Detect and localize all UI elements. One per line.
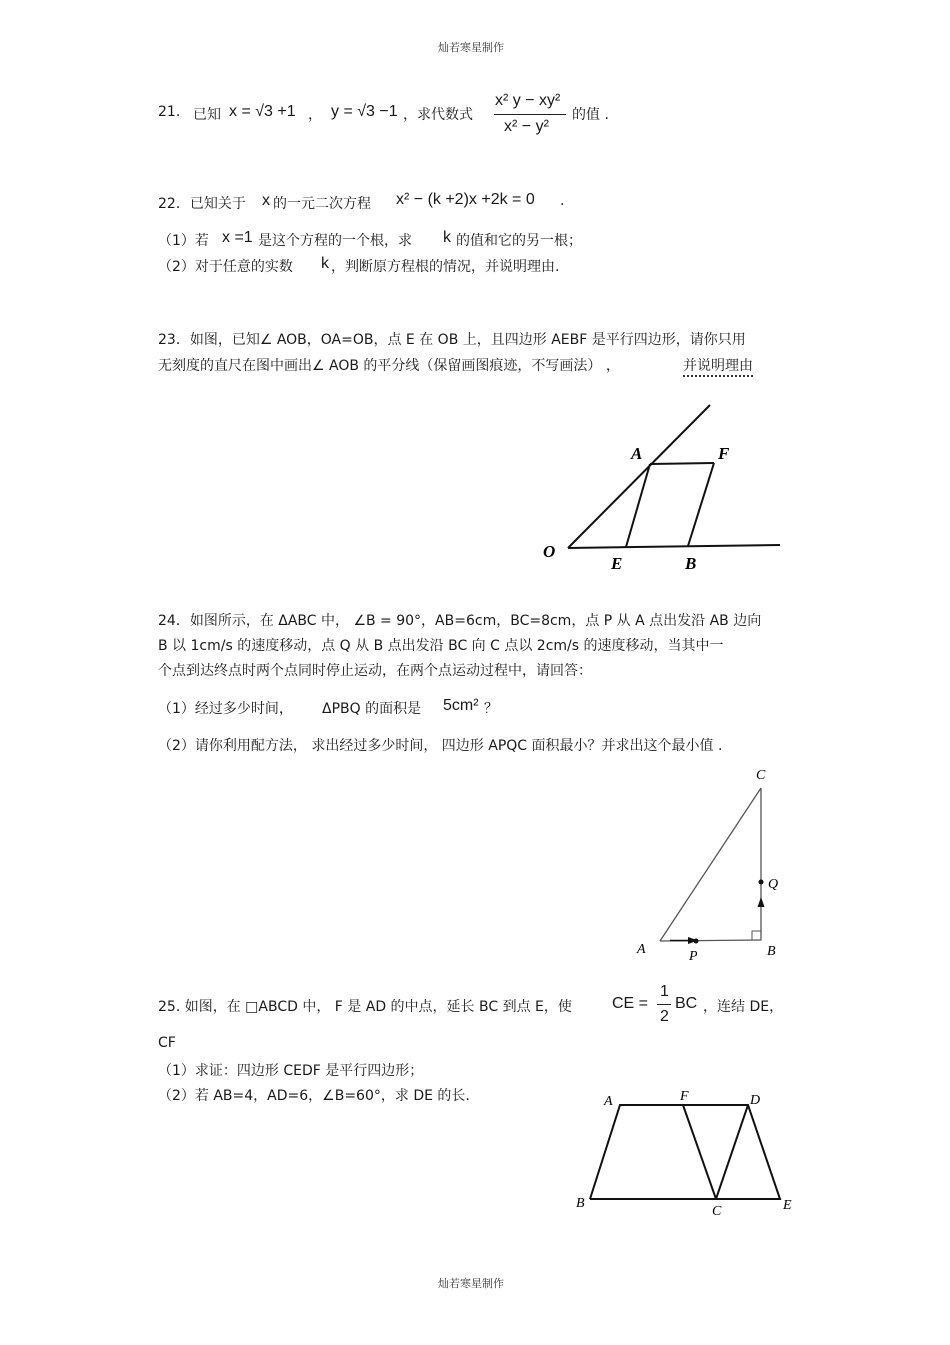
q21-denominator: x² − y²: [504, 118, 549, 135]
label-a: A: [631, 444, 643, 463]
q21-numerator: x² y − xy²: [495, 92, 561, 109]
q24-part2: （2）请你利用配方法， 求出经过多少时间， 四边形 APQC 面积最小？并求出这个最小值 .: [158, 738, 723, 754]
q21-x-expression: x = √3 +1: [229, 103, 296, 120]
label-p: P: [689, 949, 698, 964]
label-c: C: [756, 768, 766, 783]
point-p: [694, 939, 699, 944]
right-angle-mark: [752, 931, 761, 940]
segment-fc: [683, 1105, 716, 1199]
page-header: 灿若寒星制作: [438, 41, 504, 54]
q22-part1-k: k: [443, 229, 451, 246]
q22-equation: x² − (k +2)x +2k = 0: [396, 191, 535, 208]
q25-line1-a: 25. 如图，在 □ABCD 中， F 是 AD 的中点，延长 BC 到点 E，使: [158, 999, 572, 1015]
label-e: E: [783, 1198, 792, 1213]
segment-fb: [688, 463, 714, 546]
q25-bc: BC: [675, 995, 698, 1012]
q21-known: 已知: [193, 107, 221, 123]
label-d: D: [750, 1093, 761, 1108]
side-ac: [660, 788, 761, 941]
q22-part1-c: 的值和它的另一根；: [456, 233, 582, 249]
q23-line2-a: 无刻度的直尺在图中画出∠ AOB 的平分线（保留画图痕迹，不写画法） ，: [158, 358, 620, 374]
q22-part1-b: 是这个方程的一个根，求: [258, 233, 412, 249]
q25-part2: （2）若 AB=4，AD=6，∠B=60°，求 DE 的长.: [158, 1088, 470, 1104]
ray-ob: [568, 545, 780, 548]
q24-part1-b: ΔPBQ 的面积是: [322, 701, 422, 717]
q22-part2-k: k: [321, 255, 329, 272]
q21-comma: ，: [308, 107, 322, 123]
q23-figure: [530, 395, 790, 580]
q25-line1-b: ，连结 DE，: [703, 999, 784, 1015]
label-e: E: [611, 554, 623, 573]
q24-figure: [630, 760, 790, 970]
label-c: C: [712, 1204, 722, 1219]
label-o: O: [543, 542, 556, 561]
q22-part2-b: ，判断原方程根的情况，并说明理由.: [331, 259, 560, 275]
q25-ce: CE =: [612, 995, 649, 1012]
q23-line2-b: 并说明理由: [683, 355, 753, 377]
q22-stem-end: .: [560, 193, 565, 209]
q24-part1-a: （1）经过多少时间，: [158, 701, 293, 717]
q25-line2: CF: [158, 1035, 176, 1051]
q22-part1-eq: x =1: [222, 229, 253, 246]
label-b: B: [767, 944, 776, 959]
q24-part1-d: ？: [484, 701, 498, 717]
point-q: [759, 880, 764, 885]
label-f: F: [718, 444, 730, 463]
label-q: Q: [768, 877, 779, 892]
label-b: B: [576, 1196, 585, 1211]
q21-number: 21.: [158, 104, 181, 120]
label-f: F: [680, 1089, 689, 1104]
segment-cd: [716, 1105, 748, 1199]
q24-part1-c: 5cm²: [443, 697, 479, 714]
q25-figure: [570, 1085, 810, 1225]
label-a: A: [604, 1094, 613, 1109]
q22-part2-a: （2）对于任意的实数: [158, 259, 293, 275]
segment-af: [650, 463, 714, 464]
q22-stem-a: 22．已知关于: [158, 196, 246, 212]
q22-part1-a: （1）若: [158, 233, 209, 249]
ray-oa: [568, 405, 710, 548]
q25-part1: （1）求证：四边形 CEDF 是平行四边形；: [158, 1063, 424, 1079]
q24-line3: 个点到达终点时两个点同时停止运动，在两个点运动过程中，请回答：: [158, 663, 592, 679]
q24-line2: B 以 1cm/s 的速度移动，点 Q 从 B 点出发沿 BC 向 C 点以 2cm/s 的速度移动，当其中一: [158, 638, 724, 654]
q21-tail: 的值 .: [572, 107, 609, 123]
q25-frac-bar: [657, 1004, 671, 1005]
q24-line1: 24．如图所示，在 ΔABC 中， ∠B = 90°，AB=6cm，BC=8cm，点 P 从 A 点出发沿 AB 边向: [158, 613, 762, 629]
q23-line1: 23．如图，已知∠ AOB，OA=OB，点 E 在 OB 上，且四边形 AEBF 是平行四边形，请你只用: [158, 332, 746, 348]
q22-stem-b: 的一元二次方程: [273, 196, 371, 212]
q25-frac-den: 2: [660, 1008, 669, 1025]
q22-stem-x: x: [262, 192, 270, 209]
q25-frac-num: 1: [660, 983, 669, 1000]
arrow-q: [758, 897, 765, 907]
q21-ask: ，求代数式: [403, 107, 473, 123]
label-a: A: [637, 942, 646, 957]
q21-fraction-bar: [494, 114, 566, 115]
page-footer: 灿若寒星制作: [438, 1277, 504, 1290]
q21-y-expression: y = √3 −1: [331, 103, 398, 120]
parallelogram-abcd: [590, 1105, 780, 1199]
label-b: B: [685, 554, 697, 573]
